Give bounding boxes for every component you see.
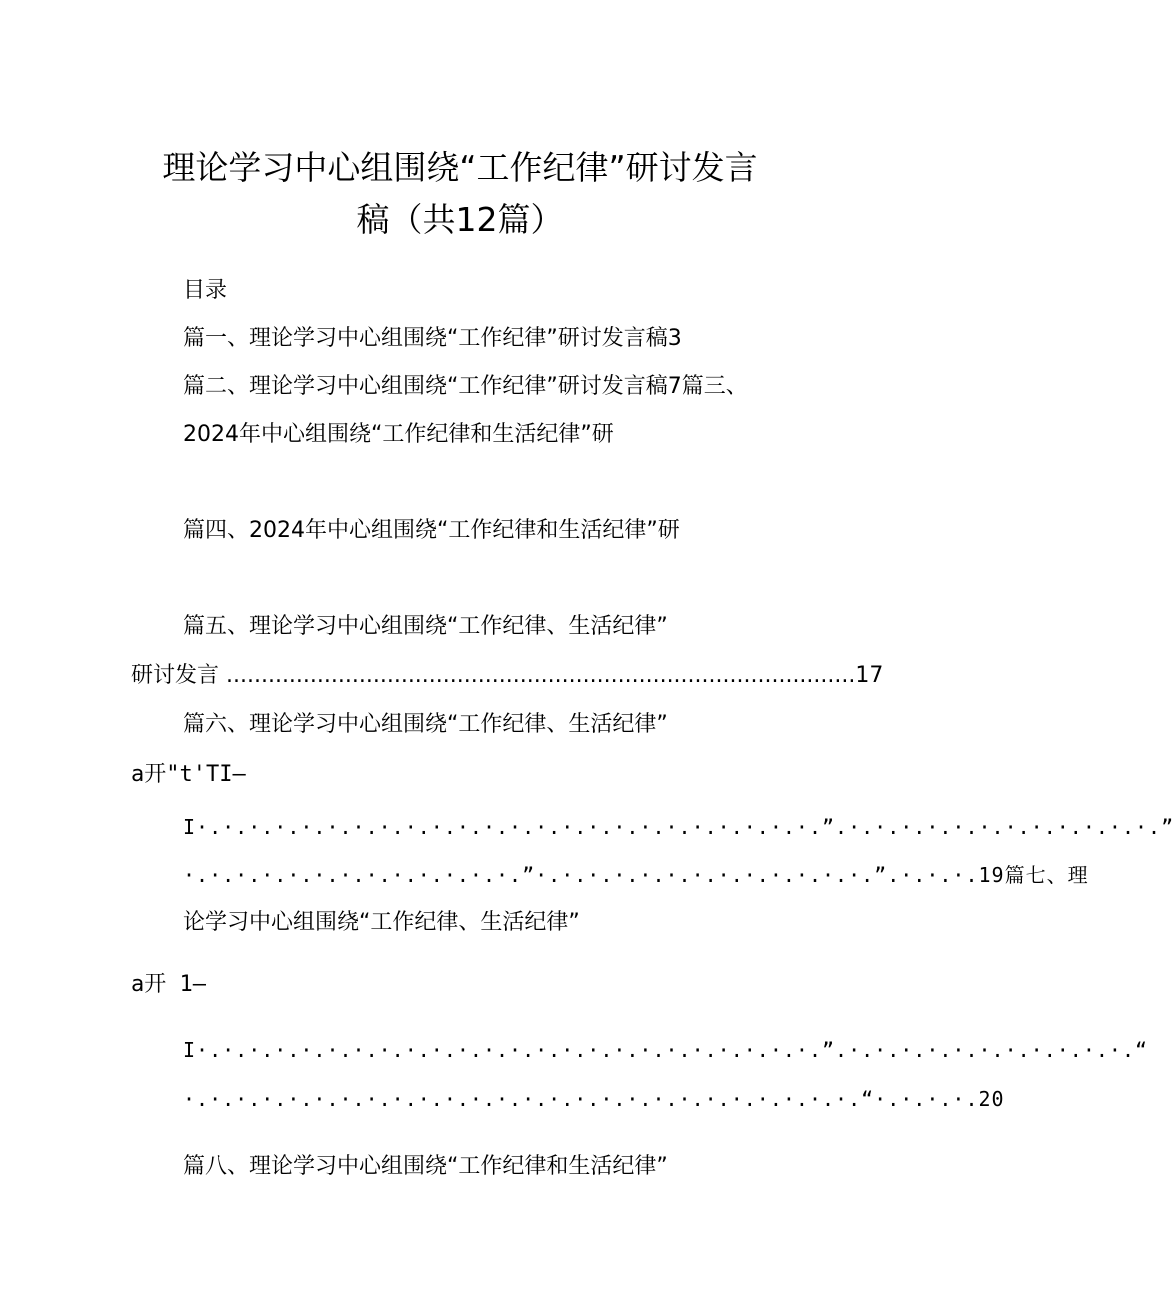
toc-entry-7-cont: 论学习中心组围绕“工作纪律、生活纪律” xyxy=(183,910,580,935)
document-title-line-2: 稿（共12篇） xyxy=(356,200,564,239)
toc-dot-leader-1: I·.·.·.·.·.·.·.·.·.·.·.·.·.·.·.·.·.·.·.·.·.·.·.·.”.·.·.·.·.·.·.·.·.·.·.·.·.” xyxy=(183,815,1174,839)
toc-entry-5-cont: 研讨发言 ..........................................................................................17 xyxy=(131,663,884,688)
toc-entry-8: 篇八、理论学习中心组围绕“工作纪律和生活纪律” xyxy=(183,1154,668,1179)
document-title-line-1: 理论学习中心组围绕“工作纪律”研讨发言 xyxy=(162,148,758,187)
toc-entry-3: 2024年中心组围绕“工作纪律和生活纪律”研 xyxy=(183,422,614,447)
toc-entry-6: 篇六、理论学习中心组围绕“工作纪律、生活纪律” xyxy=(183,712,668,737)
toc-dot-leader-4: ·.·.·.·.·.·.·.·.·.·.·.·.·.·.·.·.·.·.·.·.·.·.·.·.·.·.“·.·.·.·.20 xyxy=(183,1087,1005,1111)
toc-dot-leader-3: I·.·.·.·.·.·.·.·.·.·.·.·.·.·.·.·.·.·.·.·.·.·.·.·.”.·.·.·.·.·.·.·.·.·.·.·.“ xyxy=(183,1038,1149,1062)
toc-dot-leader-2: ·.·.·.·.·.·.·.·.·.·.·.·.·.”·.·.·.·.·.·.·.·.·.·.·.·.·.”.·.·.·.19篇七、理 xyxy=(183,863,1089,887)
toc-entry-7-garbled: a开 1— xyxy=(131,972,206,997)
toc-entry-4: 篇四、2024年中心组围绕“工作纪律和生活纪律”研 xyxy=(183,518,680,543)
toc-entry-5: 篇五、理论学习中心组围绕“工作纪律、生活纪律” xyxy=(183,614,668,639)
toc-entry-2: 篇二、理论学习中心组围绕“工作纪律”研讨发言稿7篇三、 xyxy=(183,374,748,399)
toc-entry-1: 篇一、理论学习中心组围绕“工作纪律”研讨发言稿3 xyxy=(183,326,682,351)
toc-heading: 目录 xyxy=(183,278,228,303)
toc-entry-6-garbled: a开"t'TI— xyxy=(131,762,246,787)
